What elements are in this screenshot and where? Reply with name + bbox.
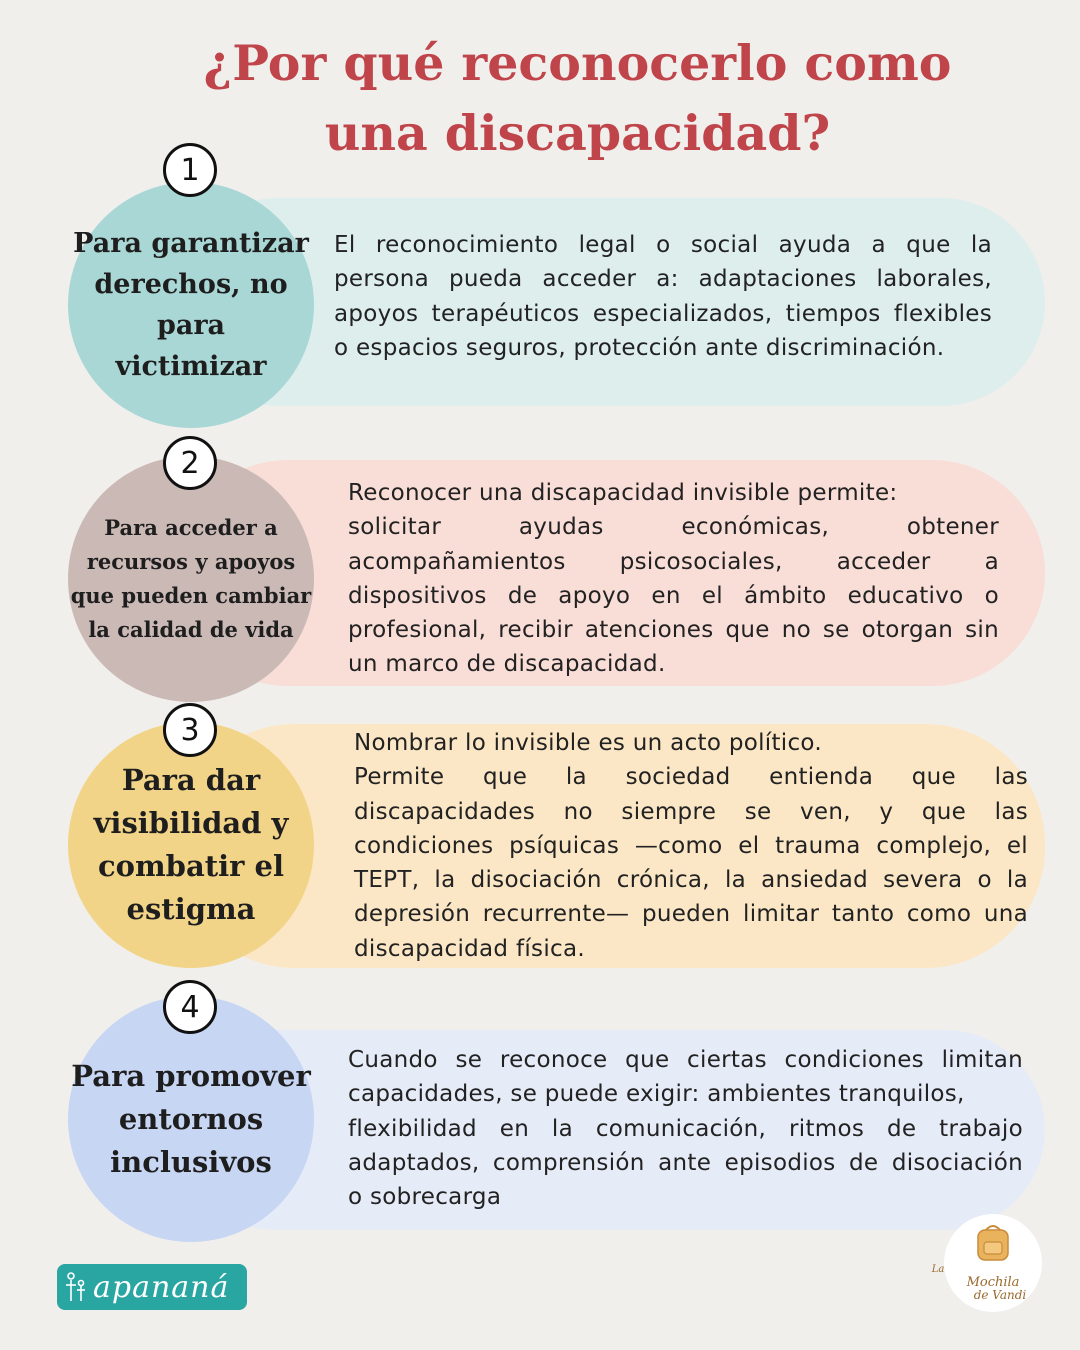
item-2-number-badge: 2: [163, 436, 217, 490]
text-line: Permite que la sociedad entienda que las: [354, 764, 1028, 791]
item-1-heading-line: victimizar: [115, 351, 267, 382]
text-line: flexibilidad en la comunicación, ritmos de trabajo: [348, 1115, 1023, 1142]
item-2-heading-line: recursos y apoyos: [86, 549, 296, 574]
text-line: discapacidad física.: [354, 935, 585, 962]
item-2-heading-line: la calidad de vida: [88, 617, 294, 642]
text-line: profesional, recibir atenciones que no se otorgan sin: [348, 617, 999, 644]
text-line: discapacidades no siempre se ven, y que las: [354, 798, 1028, 825]
logo-text-line: Mochila: [966, 1275, 1020, 1290]
item-2-heading-line: que pueden cambiar: [70, 583, 312, 608]
la-mochila-de-vandi-logo: [931, 1214, 1042, 1312]
figures-icon: [63, 1270, 89, 1304]
title-line-2: una discapacidad?: [324, 104, 831, 162]
item-3-heading-line: Para dar: [121, 763, 261, 797]
text-line: un marco de discapacidad.: [348, 651, 666, 678]
backpack-icon: [974, 1222, 1012, 1266]
item-4-heading-line: entornos: [118, 1101, 264, 1136]
item-2-heading-line: Para acceder a: [104, 515, 278, 540]
item-1-circle: [68, 182, 314, 428]
item-4-text: [348, 1043, 1023, 1214]
text-line: Cuando se reconoce que ciertas condiciones limitan: [348, 1047, 1023, 1073]
page-title: [0, 28, 1080, 168]
item-1-heading-line: derechos, no para: [94, 269, 288, 341]
item-1-heading-line: Para garantizar: [73, 228, 309, 259]
title-line-1: ¿Por qué reconocerlo como: [203, 34, 952, 92]
item-4-number-badge: 4: [163, 980, 217, 1034]
text-line: o sobrecarga: [348, 1184, 502, 1211]
apanana-logo-text: apananá: [93, 1269, 230, 1305]
item-2-circle: [68, 456, 314, 702]
text-line: Nombrar lo invisible es un acto político.: [354, 730, 822, 756]
text-line: o espacios seguros, protección ante discriminación.: [334, 334, 945, 361]
text-line: condiciones psíquicas —como el trauma complejo, el: [354, 832, 1028, 859]
text-line: depresión recurrente— pueden limitar tanto como una: [354, 901, 1028, 928]
item-3-heading-line: estigma: [126, 892, 256, 926]
item-3-heading-line: combatir el: [97, 849, 284, 883]
text-line: acompañamientos psicosociales, acceder a: [348, 548, 999, 575]
text-line: dispositivos de apoyo en el ámbito educativo o: [348, 582, 999, 609]
item-3-heading-line: visibilidad y: [93, 806, 289, 840]
text-line: TEPT, la disociación crónica, la ansiedad severa o la: [354, 867, 1028, 894]
item-1-text: [334, 228, 992, 365]
item-2-text: [348, 476, 999, 682]
text-line: Reconocer una discapacidad invisible permite:: [348, 480, 898, 506]
logo-text-line: La: [931, 1264, 945, 1275]
item-1-number-badge: 1: [163, 143, 217, 197]
item-3-number-badge: 3: [163, 703, 217, 757]
logo-text-line: de Vandi: [973, 1288, 1027, 1302]
text-line: El reconocimiento legal o social ayuda a que la: [334, 232, 992, 258]
text-line: solicitar ayudas económicas, obtener: [348, 514, 999, 541]
item-3-circle: [68, 722, 314, 968]
text-line: capacidades, se puede exigir: ambientes tranquilos,: [348, 1081, 965, 1108]
text-line: adaptados, comprensión ante episodios de disociación: [348, 1149, 1023, 1176]
item-3-text: [354, 726, 1028, 966]
apanana-logo: [57, 1264, 247, 1310]
item-4-heading-line: inclusivos: [110, 1144, 272, 1179]
item-4-heading-line: Para promover: [71, 1058, 311, 1093]
text-line: apoyos terapéuticos especializados, tiempos flexibles: [334, 300, 992, 327]
text-line: persona pueda acceder a: adaptaciones laborales,: [334, 266, 992, 293]
